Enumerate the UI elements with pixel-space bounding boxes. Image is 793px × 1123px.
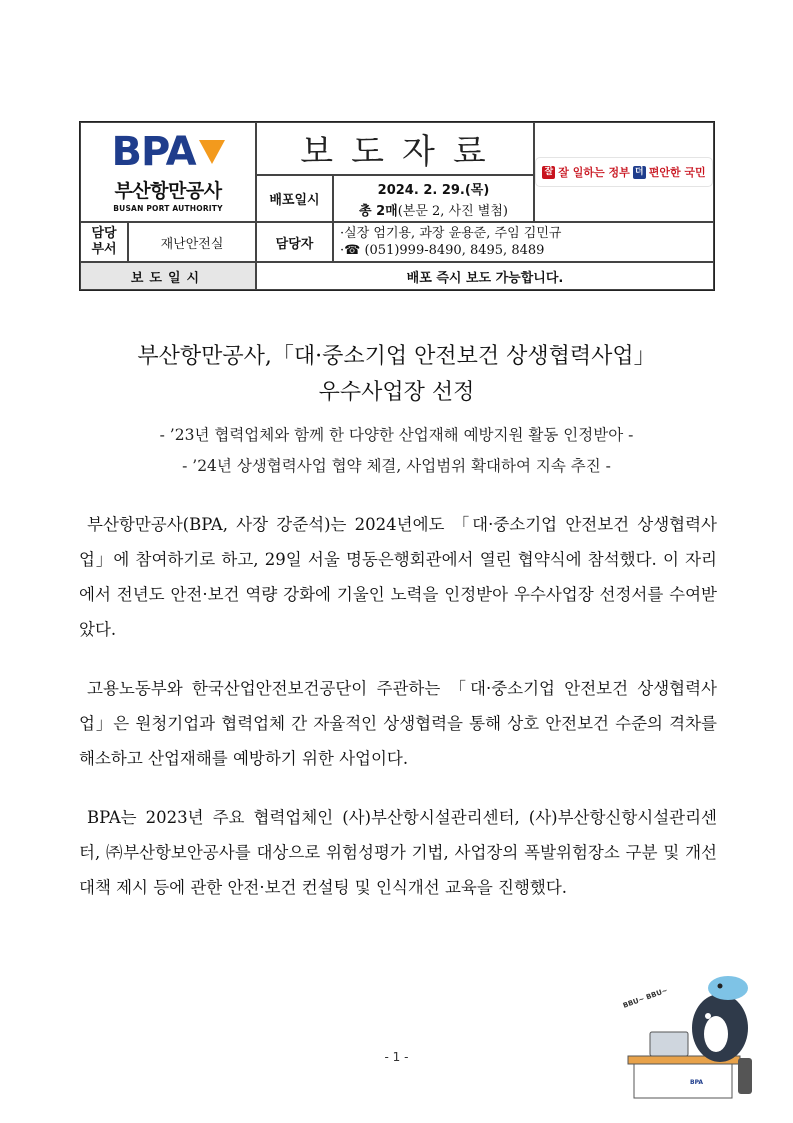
laptop [650,1032,688,1056]
body-paragraph-1: 부산항만공사(BPA, 사장 강준석)는 2024년에도 「대·중소기업 안전보건 상생협력사업」에 참여하기로 하고, 29일 서울 명동은행회관에서 열린 협약식에 참석했다. 이 자리에서 전년도 안전·보건 역량 강화에 기울인 노력을 인정받아 우수사업장 선정서를 수여받았다. [79,515,717,639]
subheading-2: - ’24년 상생협력사업 협약 체결, 사업범위 확대하여 지속 추진 - [182,457,611,475]
mascot-speech: BBU~ BBU~ [621,986,669,1010]
contact-names: ·실장 엄기용, 과장 윤용준, 주임 김민규 [340,226,562,241]
dept-value: 재난안전실 [128,222,256,262]
desk-logo: BPA [690,1079,704,1086]
slogan-part1: 잘 일하는 정부 [558,166,630,179]
dept-label [80,222,128,262]
subheading-1: - ’23년 협력업체와 함께 한 다양한 산업재해 예방지원 활동 인정받아 - [159,426,634,444]
dolphin-head [708,976,748,1000]
slogan-square-icon: 잘 [542,166,555,179]
dolphin-eye [718,984,723,989]
logo-korean-name: 부산항만공사 [114,179,222,202]
page-count-total: 총 2매 [359,203,398,219]
page-count [359,200,508,219]
bpa-logo-mark [111,128,224,175]
slogan-badge [536,158,711,186]
body-paragraph-3: BPA는 2023년 주요 협력업체인 (사)부산항시설관리센터, (사)부산항신항시설관리센터, ㈜부산항보안공사를 대상으로 위험성평가 기법, 사업장의 폭발위험장소 구분 및 개선대책 제시 등에 관한 안전·보건 컨설팅 및 인식개선 교육을 진행했다. [79,808,717,897]
contact-phone: ·☎ (051)999-8490, 8495, 8489 [340,243,545,258]
press-release-header-table [79,121,715,291]
dept-label-line1: 담당 [91,226,117,241]
orca-mascot-illustration [620,968,770,1103]
government-slogan [534,122,714,222]
dept-label-line2: 부서 [91,242,117,257]
slogan-connector-icon: 더 [633,166,646,179]
logo-english-name: BUSAN PORT AUTHORITY [113,203,223,213]
date-value-cell [333,175,534,222]
body-paragraph-2: 고용노동부와 한국산업안전보건공단이 주관하는 「대·중소기업 안전보건 상생협력사업」은 원청기업과 협력업체 간 자율적인 상생협력을 통해 상호 안전보건 수준의 격차를 해소하고 산업재해를 예방하기 위한 사업이다. [79,679,717,768]
chair [738,1058,752,1094]
page-count-detail: (본문 2, 사진 별첨) [397,203,508,219]
orca-belly [704,1016,728,1052]
date-label: 배포일시 [256,175,333,222]
headline-line1: 부산항만공사,「대·중소기업 안전보건 상생협력사업」 [137,344,656,369]
desk-front [634,1064,732,1098]
bpa-logo [80,122,256,222]
release-date: 2024. 2. 29.(목) [377,182,490,198]
orca-eye [705,1013,711,1019]
slogan-part2: 편안한 국민 [648,166,706,179]
release-time-label: 보도일시 [80,262,256,290]
page-number: - 1 - [384,1050,409,1064]
headline-line2: 우수사업장 선정 [318,380,475,405]
contact-label: 담당자 [256,222,333,262]
contact-value-cell [333,222,714,262]
release-time-value: 배포 즉시 보도 가능합니다. [256,262,714,290]
bpa-triangle-icon [199,140,225,164]
bpa-logo-text: BPA [111,128,196,175]
document-title: 보도자료 [256,122,534,175]
